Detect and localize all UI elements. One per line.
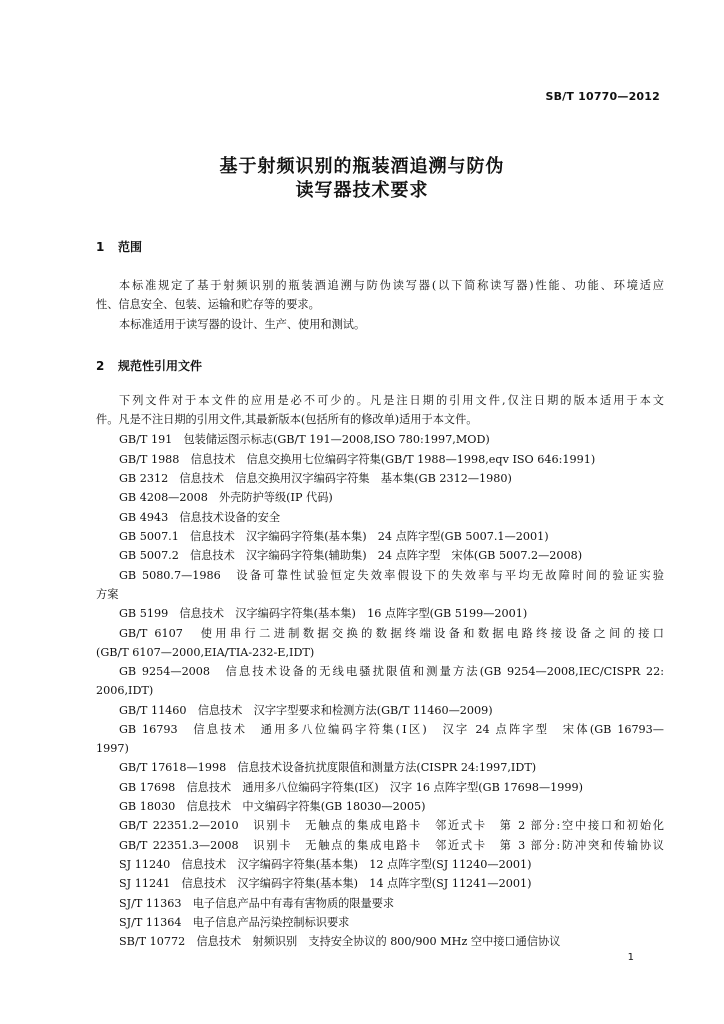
reference-line: GB/T 17618—1998 信息技术设备抗扰度限值和测量方法(CISPR 24:1997,IDT) <box>119 761 537 774</box>
reference-line: GB 16793 信息技术 通用多八位编码字符集(Ⅰ区) 汉字 24 点阵字型 宋体(GB 16793— <box>119 723 664 736</box>
reference-line: GB/T 6107 使用串行二进制数据交换的数据终端设备和数据电路终接设备之间的接口 <box>119 627 664 640</box>
document-title-line1: 基于射频识别的瓶装酒追溯与防伪 <box>219 156 505 177</box>
reference-line: SJ 11240 信息技术 汉字编码字符集(基本集) 12 点阵字型(SJ 11240—2001) <box>119 858 532 871</box>
section-2-heading <box>96 357 202 374</box>
reference-line: SB/T 10772 信息技术 射频识别 支持安全协议的 800/900 MHz 空中接口通信协议 <box>119 935 561 948</box>
reference-line-continued: (GB/T 6107—2000,EIA/TIA-232-E,IDT) <box>96 646 315 659</box>
reference-line: SJ/T 11363 电子信息产品中有毒有害物质的限量要求 <box>119 897 395 910</box>
section-1-para2: 本标准适用于读写器的设计、生产、使用和测试。 <box>119 318 366 331</box>
reference-line-continued: 1997) <box>96 742 129 755</box>
reference-line: GB 5007.1 信息技术 汉字编码字符集(基本集) 24 点阵字型(GB 5007.1—2001) <box>119 530 549 543</box>
section-1-title: 范围 <box>118 240 143 254</box>
reference-line: GB 5007.2 信息技术 汉字编码字符集(辅助集) 24 点阵字型 宋体(GB 5007.2—2008) <box>119 549 583 562</box>
reference-line: GB 5080.7—1986 设备可靠性试验恒定失效率假设下的失效率与平均无故障时间的验证实验 <box>119 569 664 582</box>
reference-line: GB/T 22351.3—2008 识别卡 无触点的集成电路卡 邻近式卡 第 3 部分:防冲突和传输协议 <box>119 839 664 852</box>
reference-line-continued: 2006,IDT) <box>96 684 154 697</box>
section-2-intro-line1: 下列文件对于本文件的应用是必不可少的。凡是注日期的引用文件,仅注日期的版本适用于本文 <box>119 394 664 407</box>
page-number: 1 <box>627 952 634 963</box>
section-1-para1-line2: 性、信息安全、包装、运输和贮存等的要求。 <box>96 298 320 311</box>
reference-line: SJ 11241 信息技术 汉字编码字符集(基本集) 14 点阵字型(SJ 11241—2001) <box>119 877 532 890</box>
standard-number: SB/T 10770—2012 <box>545 90 660 103</box>
reference-line: GB/T 191 包装储运图示标志(GB/T 191—2008,ISO 780:1997,MOD) <box>119 433 490 446</box>
reference-line: GB/T 11460 信息技术 汉字字型要求和检测方法(GB/T 11460—2009) <box>119 704 493 717</box>
reference-line: GB/T 1988 信息技术 信息交换用七位编码字符集(GB/T 1988—1998,eqv ISO 646:1991) <box>119 453 596 466</box>
document-title-line2: 读写器技术要求 <box>295 180 429 201</box>
reference-line: GB 9254—2008 信息技术设备的无线电骚扰限值和测量方法(GB 9254—2008,IEC/CISPR 22: <box>119 665 664 678</box>
reference-line: GB 4208—2008 外壳防护等级(IP 代码) <box>119 491 333 504</box>
reference-line-continued: 方案 <box>96 588 119 601</box>
section-2-intro-line2: 件。凡是不注日期的引用文件,其最新版本(包括所有的修改单)适用于本文件。 <box>96 413 478 426</box>
reference-line: SJ/T 11364 电子信息产品污染控制标识要求 <box>119 916 350 929</box>
section-1-para1-line1: 本标准规定了基于射频识别的瓶装酒追溯与防伪读写器(以下简称读写器)性能、功能、环境适应 <box>119 279 664 292</box>
section-1-heading <box>96 238 142 255</box>
reference-line: GB 18030 信息技术 中文编码字符集(GB 18030—2005) <box>119 800 426 813</box>
reference-line: GB 2312 信息技术 信息交换用汉字编码字符集 基本集(GB 2312—1980) <box>119 472 512 485</box>
reference-line: GB 5199 信息技术 汉字编码字符集(基本集) 16 点阵字型(GB 5199—2001) <box>119 607 528 620</box>
reference-line: GB 17698 信息技术 通用多八位编码字符集(Ⅰ区) 汉字 16 点阵字型(GB 17698—1999) <box>119 781 583 794</box>
section-2-number: 2 <box>96 359 105 373</box>
reference-line: GB/T 22351.2—2010 识别卡 无触点的集成电路卡 邻近式卡 第 2 部分:空中接口和初始化 <box>119 819 664 832</box>
section-2-title: 规范性引用文件 <box>118 359 203 373</box>
section-1-number: 1 <box>96 240 105 254</box>
reference-line: GB 4943 信息技术设备的安全 <box>119 511 281 524</box>
